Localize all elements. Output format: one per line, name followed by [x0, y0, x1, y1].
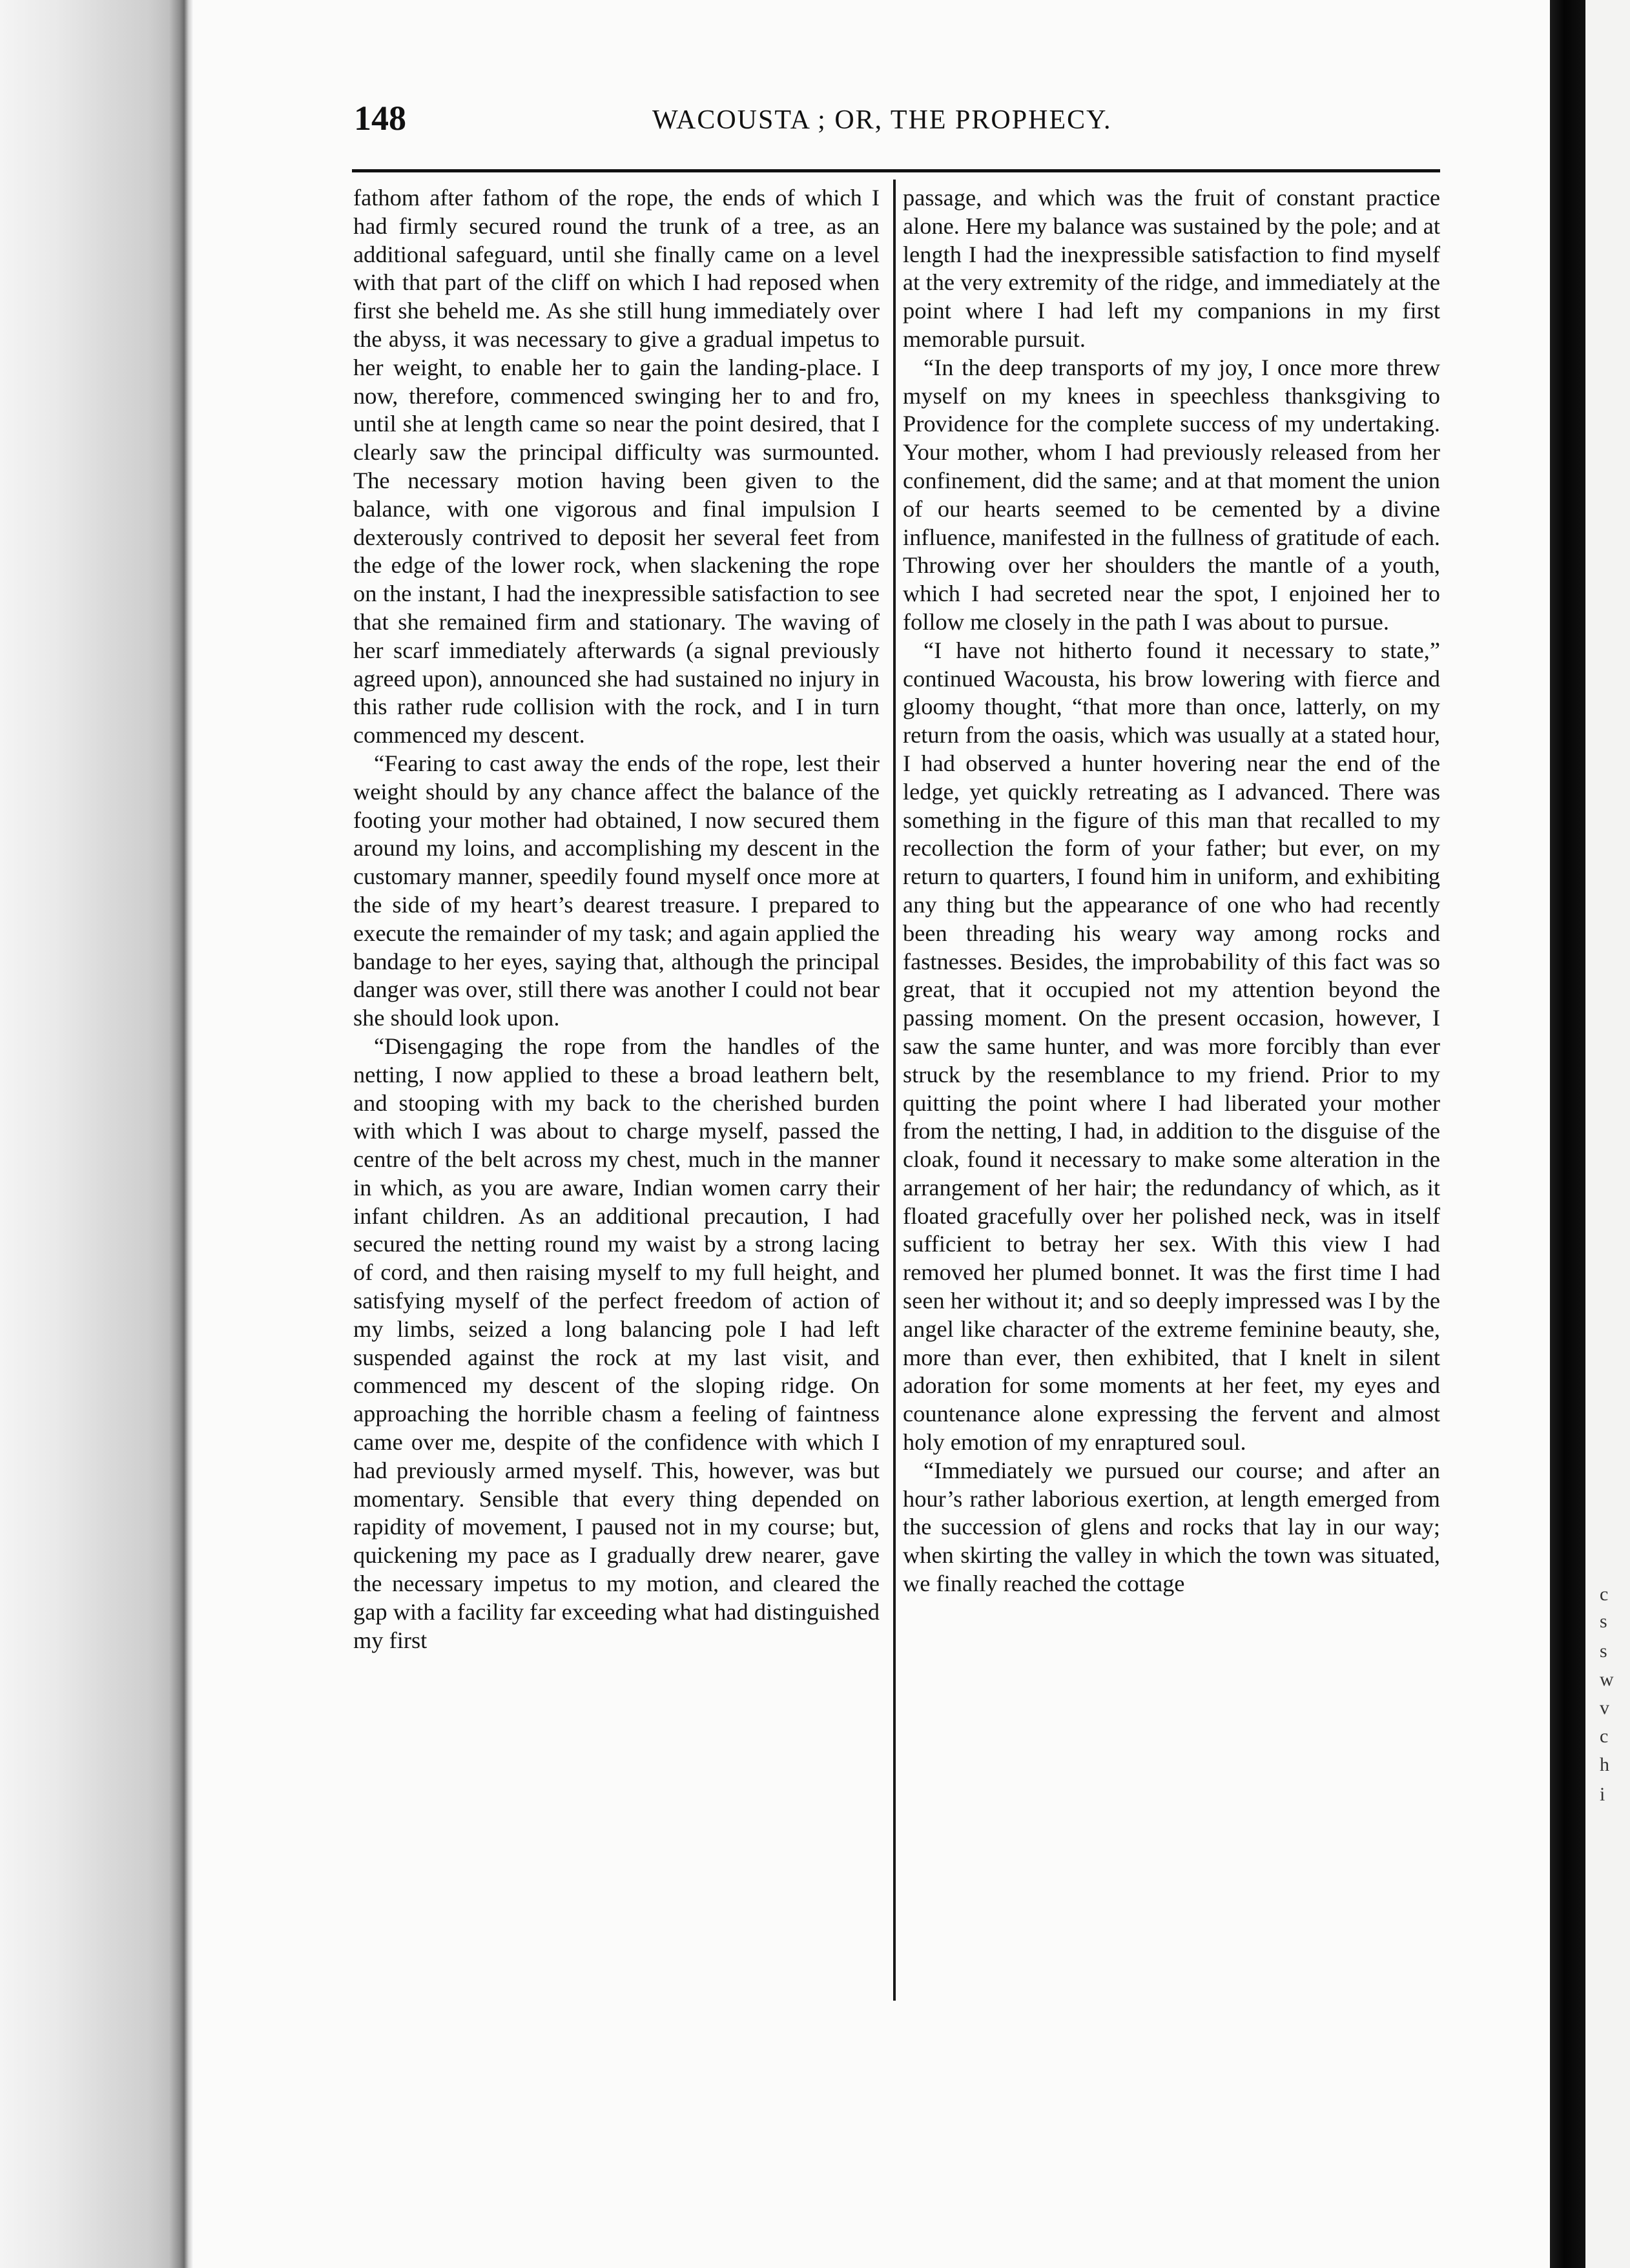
adjacent-page-letter: s	[1600, 1640, 1607, 1662]
paragraph: fathom after fathom of the rope, the ends of which I had firmly secured round the trunk of a tree, as an additional safeguard, until she finally came on a level with that part of the cliff on which I had reposed when first she beheld me. As she still hung immediately over the abyss, it was necessary to give a gradual impetus to her weight, to enable her to gain the landing-place. I now, therefore, commenced swinging her to and fro, until she at length came so near the point desired, that I clearly saw the principal difficulty was surmounted. The necessary motion having been given to the balance, with one vigorous and final impulsion I dexterously contrived to deposit her several feet from the edge of the lower rock, when slackening the rope on the instant, I had the inexpressible satisfaction to see that she remained firm and stationary. The waving of her scarf immediately afterwards (a signal previously agreed upon), announced she had sustained no injury in this rather rude collision with the rock, and I in turn commenced my descent.	[353, 185, 880, 748]
left-column	[353, 184, 880, 1655]
adjacent-page-letter: c	[1600, 1726, 1609, 1747]
adjacent-page-letter: c	[1600, 1583, 1609, 1605]
adjacent-page-letter: v	[1600, 1697, 1609, 1718]
adjacent-page-letter: s	[1600, 1611, 1607, 1632]
paragraph: “Fearing to cast away the ends of the rope, lest their weight should by any chance affect the balance of the footing your mother had obtained, I now secured them around my loins, and accomplishing my descent in the customary manner, speedily found myself once more at the side of my heart’s dearest treasure. I prepared to execute the remainder of my task; and again applied the bandage to her eyes, saying that, although the principal danger was over, still there was another I could not bear she should look upon.	[353, 750, 880, 1031]
paragraph: “In the deep transports of my joy, I once more threw myself on my knees in speechless thanksgiving to Providence for the complete success of my undertaking. Your mother, whom I had previously released from her confinement, did the same; and at that moment the union of our hearts seemed to be cemented by a divine influence, manifested in the fullness of gratitude of each. Throwing over her shoulders the mantle of a youth, which I had secreted near the spot, I enjoined her to follow me closely in the path I was about to pursue.	[903, 354, 1440, 635]
column-divider	[893, 180, 896, 2001]
paragraph: “Immediately we pursued our course; and after an hour’s rather laborious exertion, at length emerged from the succession of glens and rocks that lay in our way; when skirting the valley in which the town was situated, we finally reached the cottage	[903, 1457, 1440, 1597]
paragraph: “I have not hitherto found it necessary to state,” continued Wacousta, his brow lowering with fierce and gloomy thought, “that more than once, latterly, on my return from the oasis, which was usually at a stated hour, I had observed a hunter hovering near the end of the ledge, yet quickly retreating as I advanced. There was something in the figure of this man that recalled to my recollection the form of your father; but ever, on my return to quarters, I found him in uniform, and exhibiting any thing but the appearance of one who had recently been threading his weary way among rocks and fastnesses. Besides, the improbability of this fact was so great, that it occupied not my attention beyond the passing moment. On the present occasion, however, I saw the same hunter, and was more forcibly than ever struck by the resemblance to my friend. Prior to my quitting the point where I had liberated your mother from the netting, I had, in addition to the disguise of the cloak, found it necessary to make some alteration in the arrangement of her hair; the redundancy of which, as it floated gracefully over her polished neck, was in itself sufficient to betray her sex. With this view I had removed her plumed bonnet. It was the first time I had seen her without it; and so deeply impressed was I by the angel like character of the extreme feminine beauty, she, more than ever, then exhibited, that I knelt in silent adoration for some moments at her feet, my eyes and countenance alone expressing the fervent and almost holy emotion of my enraptured soul.	[903, 637, 1440, 1456]
book-binding-shadow	[0, 0, 194, 2268]
header-rule	[352, 169, 1440, 172]
paragraph: “Disengaging the rope from the handles of the netting, I now applied to these a broad leathern belt, and stooping with my back to the cherished burden with which I was about to charge myself, passed the centre of the belt across my chest, much in the manner in which, as you are aware, Indian women carry their infant children. As an additional precaution, I had secured the netting round my waist by a strong lacing of cord, and then raising myself to my full height, and satisfying myself of the perfect freedom of action of my limbs, seized a long balancing pole I had left suspended against the rock at my last visit, and commenced my descent of the sloping ridge. On approaching the horrible chasm a feeling of faintness came over me, despite of the confidence with which I had previously armed myself. This, however, was but momentary. Sensible that every thing depended on rapidity of movement, I paused not in my course; but, quickening my pace as I gradually drew nearer, gave the necessary impetus to my motion, and cleared the gap with a facility far exceeding what had distinguished my first	[353, 1033, 880, 1653]
running-title: WACOUSTA ; OR, THE PROPHECY.	[652, 105, 1112, 135]
page-number: 148	[354, 99, 406, 138]
adjacent-page-letter: i	[1600, 1784, 1605, 1805]
page-gutter-shadow	[1550, 0, 1585, 2268]
paragraph: passage, and which was the fruit of constant practice alone. Here my balance was sustained by the pole; and at length I had the inexpressible satisfaction to find myself at the very extremity of the ridge, and immediately at the point where I had left my companions in my first memorable pursuit.	[903, 185, 1440, 352]
adjacent-page-letter: h	[1600, 1754, 1609, 1775]
adjacent-page-letter: w	[1600, 1669, 1614, 1690]
adjacent-page-edge	[1585, 0, 1630, 2268]
right-column	[903, 184, 1440, 1598]
